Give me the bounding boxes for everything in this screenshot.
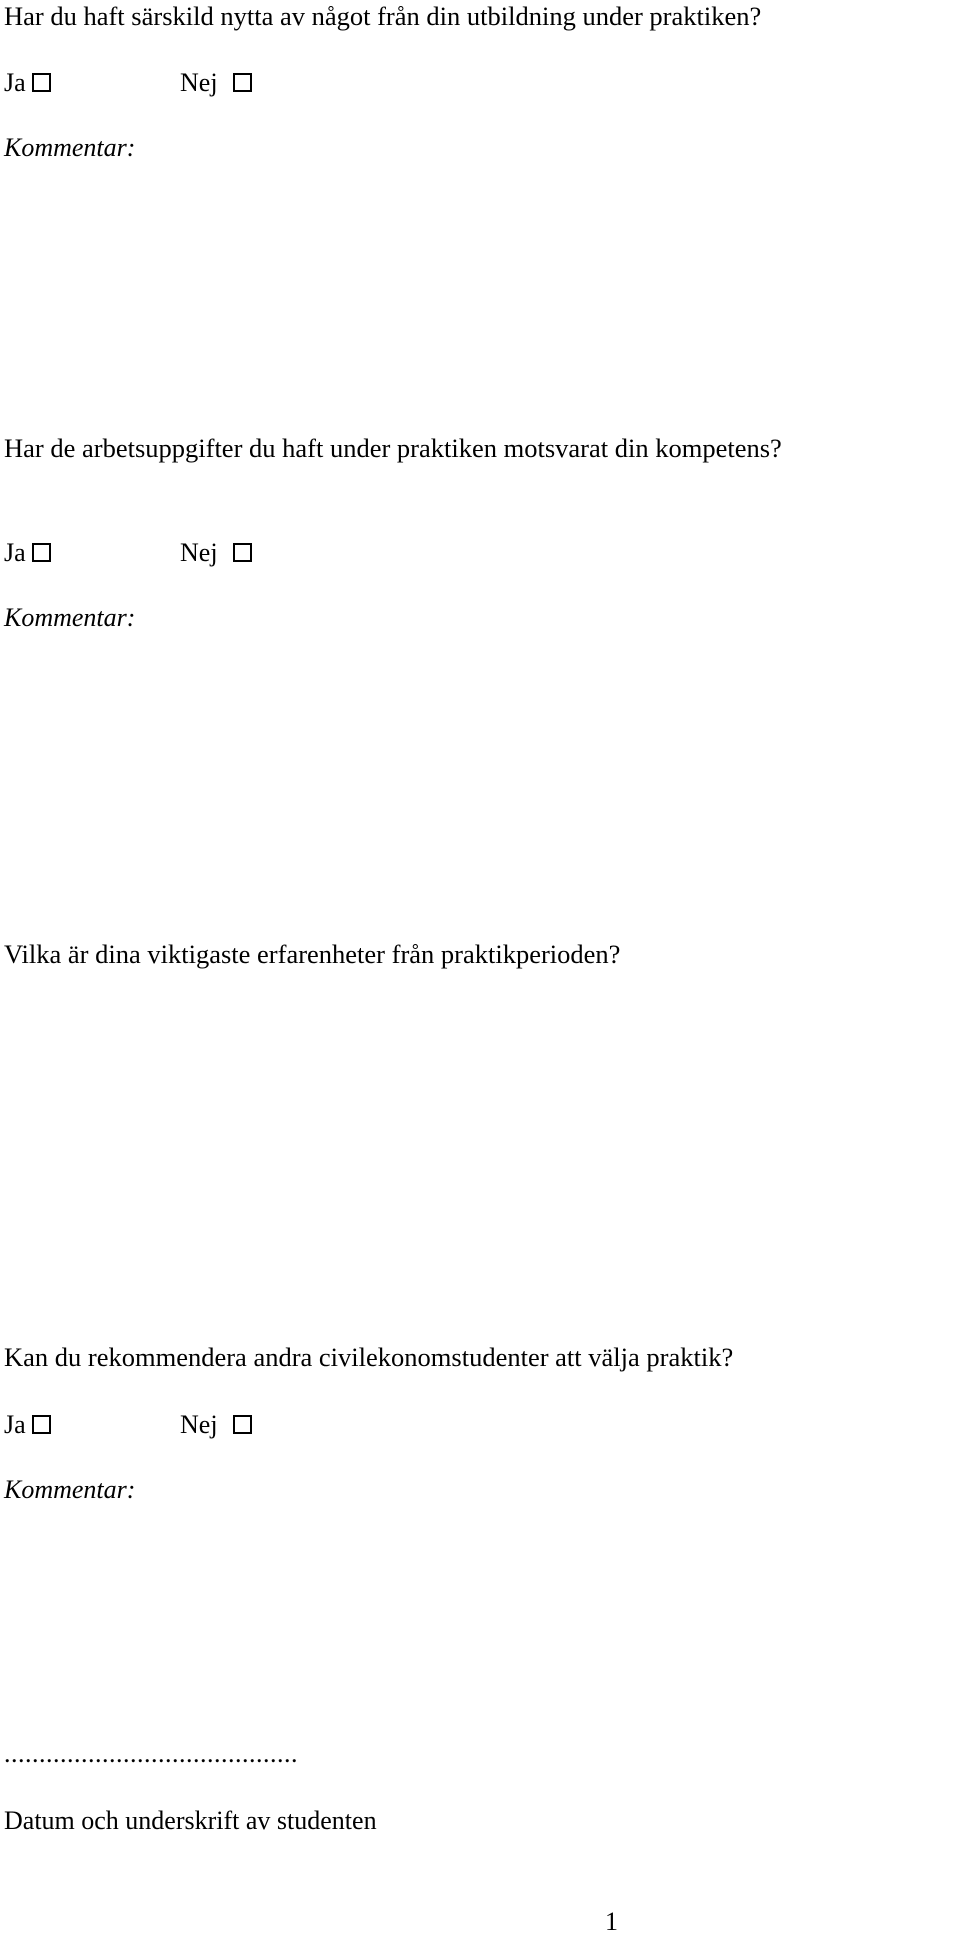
question-2-no-checkbox[interactable]	[233, 543, 252, 562]
page-number: 1	[605, 1907, 618, 1936]
question-4-no-checkbox[interactable]	[233, 1415, 252, 1434]
question-4-comment-label: Kommentar:	[4, 1475, 136, 1504]
question-4-yes-checkbox[interactable]	[32, 1415, 51, 1434]
signature-label: Datum och underskrift av studenten	[4, 1806, 377, 1835]
question-4-no-option[interactable]	[180, 1408, 252, 1442]
question-4-yes-option[interactable]	[4, 1408, 51, 1442]
question-2-text: Har de arbetsuppgifter du haft under praktiken motsvarat din kompetens?	[4, 433, 782, 463]
question-2-no-label: Nej	[180, 538, 218, 567]
question-1-comment-label: Kommentar:	[4, 133, 136, 162]
question-2-yes-checkbox[interactable]	[32, 543, 51, 562]
question-1-yes-label: Ja	[4, 68, 26, 97]
question-4-yes-label: Ja	[4, 1410, 26, 1439]
question-2-yes-label: Ja	[4, 538, 26, 567]
question-3-text: Vilka är dina viktigaste erfarenheter från praktikperioden?	[4, 939, 621, 969]
question-1-no-label: Nej	[180, 68, 218, 97]
question-1-no-option[interactable]	[180, 66, 252, 100]
question-1-no-checkbox[interactable]	[233, 73, 252, 92]
question-2-no-option[interactable]	[180, 536, 252, 570]
question-1-yes-checkbox[interactable]	[32, 73, 51, 92]
question-2-yes-option[interactable]	[4, 536, 51, 570]
signature-dotted-line: ..........................................	[4, 1739, 298, 1768]
question-4-no-label: Nej	[180, 1410, 218, 1439]
question-1-text: Har du haft särskild nytta av något från din utbildning under praktiken?	[4, 1, 762, 31]
question-2-comment-label: Kommentar:	[4, 603, 136, 632]
question-1-yes-option[interactable]	[4, 66, 51, 100]
question-4-text: Kan du rekommendera andra civilekonomstudenter att välja praktik?	[4, 1342, 734, 1372]
